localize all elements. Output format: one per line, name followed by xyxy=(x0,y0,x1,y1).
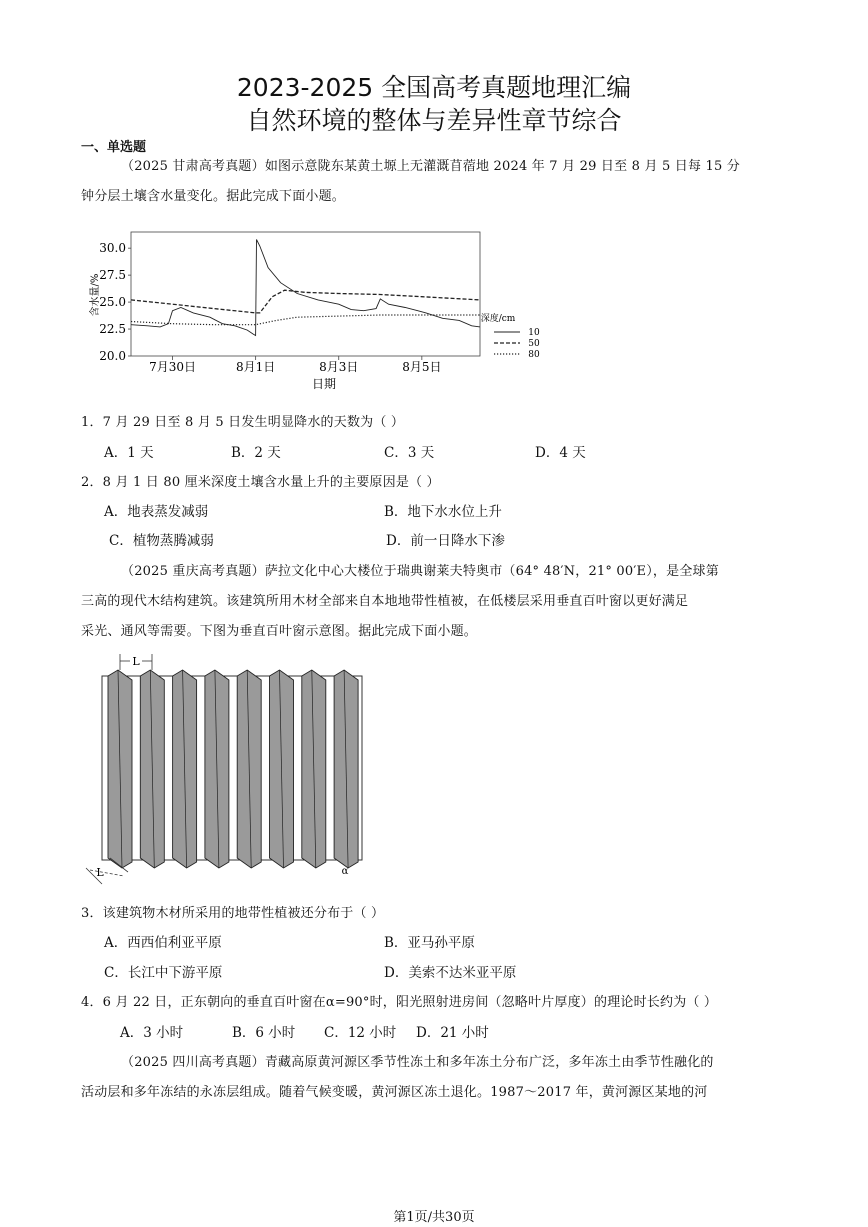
q1-option-a[interactable]: A．1 天 xyxy=(104,445,154,461)
legend-label-80: 80 xyxy=(528,350,540,360)
passage2-line2: 三高的现代木结构建筑。该建筑所用木材全部来自本地地带性植被，在低楼层采用垂直百叶窗以更好满足 xyxy=(81,594,689,609)
page-footer: 第1页/共30页 xyxy=(393,1210,475,1225)
passage2-line3: 采光、通风等需要。下图为垂直百叶窗示意图。据此完成下面小题。 xyxy=(81,624,478,639)
q4-option-c[interactable]: C．12 小时 xyxy=(324,1025,397,1041)
passage3-line2: 活动层和多年冻结的永冻层组成。随着气候变暖，黄河源区冻土退化。1987～2017 年，黄河源区某地的河 xyxy=(81,1085,708,1100)
x-axis-label: 日期 xyxy=(311,377,337,391)
q3-option-d[interactable]: D．美索不达米亚平原 xyxy=(384,965,517,981)
q3-option-b[interactable]: B．亚马孙平原 xyxy=(384,935,475,951)
y-tick-label: 25.0 xyxy=(99,295,126,310)
section-heading: 一、单选题 xyxy=(81,140,147,155)
series-line-50 xyxy=(131,290,480,313)
y-tick-label: 30.0 xyxy=(99,241,126,256)
q1-option-b[interactable]: B．2 天 xyxy=(231,445,281,461)
q3-option-c[interactable]: C．长江中下游平原 xyxy=(104,965,223,981)
legend-label-10: 10 xyxy=(528,328,540,338)
label-L-top: L xyxy=(132,655,140,668)
page-title: 2023-2025 全国高考真题地理汇编 xyxy=(236,73,632,102)
y-axis-label: 含水量/% xyxy=(90,273,101,317)
legend-title: 深度/cm xyxy=(480,314,516,324)
series-line-80 xyxy=(131,315,480,325)
y-tick-label: 27.5 xyxy=(99,268,126,283)
passage1-line2: 钟分层土壤含水量变化。据此完成下面小题。 xyxy=(81,189,346,204)
q2-option-a[interactable]: A．地表蒸发减弱 xyxy=(104,504,209,520)
q1-stem: 1．7 月 29 日至 8 月 5 日发生明显降水的天数为（ ） xyxy=(81,415,405,430)
q2-option-b[interactable]: B．地下水水位上升 xyxy=(384,504,502,520)
q1-option-d[interactable]: D．4 天 xyxy=(535,445,586,461)
series-line-10 xyxy=(131,240,480,336)
q4-option-b[interactable]: B．6 小时 xyxy=(232,1025,296,1041)
x-tick-label: 8月3日 xyxy=(319,360,359,374)
q4-option-a[interactable]: A．3 小时 xyxy=(120,1025,184,1041)
y-tick-label: 22.5 xyxy=(99,322,126,337)
q4-option-d[interactable]: D．21 小时 xyxy=(416,1025,489,1041)
q1-option-c[interactable]: C．3 天 xyxy=(384,445,435,461)
plot-frame xyxy=(131,232,480,356)
page-subtitle: 自然环境的整体与差异性章节综合 xyxy=(246,106,622,135)
q3-stem: 3．该建筑物木材所采用的地带性植被还分布于（ ） xyxy=(81,906,385,921)
label-alpha: α xyxy=(341,866,349,877)
passage3-line1: （2025 四川高考真题）青藏高原黄河源区季节性冻土和多年冻土分布广泛，多年冻土由季节性融化的 xyxy=(121,1055,714,1070)
q2-stem: 2．8 月 1 日 80 厘米深度土壤含水量上升的主要原因是（ ） xyxy=(81,475,440,490)
q2-option-c[interactable]: C．植物蒸腾减弱 xyxy=(109,533,214,549)
passage1-line1: （2025 甘肃高考真题）如图示意陇东某黄土塬上无灌溉苜蓿地 2024 年 7 月 29 日至 8 月 5 日每 15 分 xyxy=(121,159,740,174)
passage2-line1: （2025 重庆高考真题）萨拉文化中心大楼位于瑞典谢莱夫特奥市（64° 48′N，21° 00′E），是全球第 xyxy=(121,564,719,579)
x-tick-label: 8月5日 xyxy=(402,360,442,374)
q4-stem: 4．6 月 22 日，正东朝向的垂直百叶窗在α=90°时，阳光照射进房间（忽略叶片厚度）的理论时长约为（ ） xyxy=(81,995,718,1010)
q2-option-d[interactable]: D．前一日降水下渗 xyxy=(386,533,505,549)
soil-moisture-chart xyxy=(84,225,544,400)
louver-diagram xyxy=(84,650,374,890)
legend-label-50: 50 xyxy=(528,339,540,349)
x-tick-label: 7月30日 xyxy=(149,360,197,374)
x-tick-label: 8月1日 xyxy=(236,360,276,374)
q3-option-a[interactable]: A．西西伯利亚平原 xyxy=(104,935,222,951)
y-tick-label: 20.0 xyxy=(99,349,126,363)
label-L-bottom: L xyxy=(96,866,104,879)
